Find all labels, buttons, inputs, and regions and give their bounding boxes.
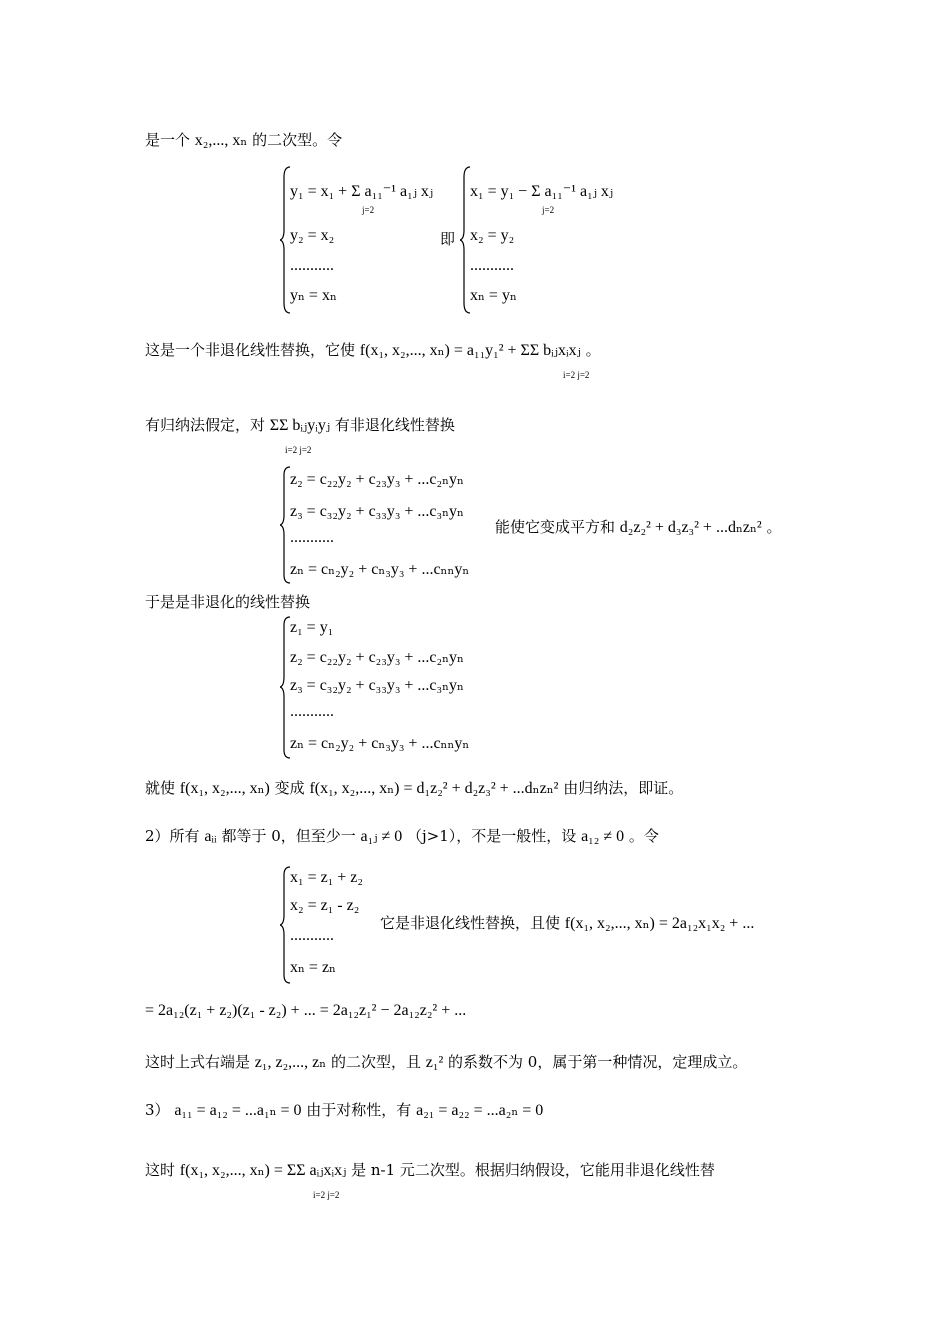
text: 是一个 xyxy=(145,131,191,149)
text-ji: 即 xyxy=(440,230,456,248)
equation-system-4 xyxy=(280,615,500,760)
text: 变成 xyxy=(274,779,305,797)
math-expr: z₁² xyxy=(425,1054,444,1071)
equation-system-1 xyxy=(280,165,460,315)
math-expr: aᵢᵢ xyxy=(204,828,217,845)
equation-system-5 xyxy=(280,865,390,985)
text: 是 n-1 元二次型。根据归纳假设，它能用非退化线性替 xyxy=(351,1161,715,1179)
equation-row: ........... xyxy=(290,257,334,274)
text-line-10 xyxy=(145,1160,715,1181)
text: 能使它变成平方和 xyxy=(495,518,616,536)
equation-row: x₁ = y₁ − Σ a₁₁⁻¹ a₁ⱼ xⱼ xyxy=(470,183,614,200)
equation-row: ........... xyxy=(470,257,514,274)
math-expr: f(x₁, x₂,..., xₙ) = ΣΣ aᵢⱼxᵢxⱼ xyxy=(179,1162,347,1179)
equation-row: yₙ = xₙ xyxy=(290,287,337,304)
equation-row: y₁ = x₁ + Σ a₁₁⁻¹ a₁ⱼ xⱼ xyxy=(290,183,434,200)
math-expr: ΣΣ bᵢⱼyᵢyⱼ xyxy=(269,417,331,434)
sum-limit: i=2 j=2 xyxy=(563,370,590,380)
text-line-sys5 xyxy=(380,912,754,933)
sum-limit: i=2 j=2 xyxy=(313,1190,340,1200)
text: 的二次型，且 xyxy=(330,1053,421,1071)
equation-row: ........... xyxy=(290,927,334,944)
equation-system-3 xyxy=(280,465,500,585)
text: 。 xyxy=(766,518,782,536)
sum-limit: j=2 xyxy=(362,205,375,215)
text: 。令 xyxy=(628,827,659,845)
math-expr: a₂₁ = a₂₂ = ...a₂ₙ = 0 xyxy=(416,1102,544,1119)
math-expr: x₂,..., xₙ xyxy=(194,132,248,149)
math-expr: a₁₂ ≠ 0 xyxy=(581,828,625,845)
equation-row: zₙ = cₙ₂y₂ + cₙ₃y₃ + ...cₙₙyₙ xyxy=(290,561,470,578)
equation-row: z₁ = y₁ xyxy=(290,619,334,636)
equation-row: x₁ = z₁ + z₂ xyxy=(290,869,363,886)
text: 的系数不为 0，属于第一种情况，定理成立。 xyxy=(448,1053,748,1071)
text-line-5 xyxy=(145,778,683,799)
math-expr: f(x₁, x₂,..., xₙ) xyxy=(179,780,270,797)
text-line-8 xyxy=(145,1052,747,1073)
text-line-1 xyxy=(145,130,342,151)
equation-row: y₂ = x₂ xyxy=(290,227,335,244)
text-line-6 xyxy=(145,826,659,847)
text: 。 xyxy=(585,341,601,359)
text: 于是是非退化的线性替换 xyxy=(145,593,311,611)
text-line-3 xyxy=(145,415,455,436)
equation-row: z₃ = c₃₂y₂ + c₃₃y₃ + ...c₃ₙyₙ xyxy=(290,503,464,520)
equation-row: zₙ = cₙ₂y₂ + cₙ₃y₃ + ...cₙₙyₙ xyxy=(290,735,470,752)
equation-row: z₃ = c₃₂y₂ + c₃₃y₃ + ...c₃ₙyₙ xyxy=(290,677,464,694)
text: 这时 xyxy=(145,1161,176,1179)
text-line-7 xyxy=(145,1000,466,1021)
text: 它是非退化线性替换，且使 xyxy=(380,914,561,932)
text: 2）所有 xyxy=(145,827,200,845)
sum-limit: j=2 xyxy=(542,205,555,215)
math-expr: z₁, z₂,..., zₙ xyxy=(254,1054,327,1071)
text: 这是一个非退化线性替换，它使 xyxy=(145,341,356,359)
text: 就使 xyxy=(145,779,176,797)
equation-row: xₙ = yₙ xyxy=(470,287,517,304)
sum-limit: i=2 j=2 xyxy=(285,445,312,455)
equation-row: x₂ = z₁ - z₂ xyxy=(290,897,360,914)
text-line-4 xyxy=(145,592,310,612)
equation-system-2 xyxy=(460,165,640,315)
text-line-9 xyxy=(145,1100,543,1121)
math-expr: a₁₁ = a₁₂ = ...a₁ₙ = 0 xyxy=(174,1102,302,1119)
equation-row: x₂ = y₂ xyxy=(470,227,515,244)
text: 由于对称性，有 xyxy=(306,1101,412,1119)
equation-row: ........... xyxy=(290,703,334,720)
math-expr: = 2a₁₂(z₁ + z₂)(z₁ - z₂) + ... = 2a₁₂z₁² − 2a₁₂z₂² + ... xyxy=(145,1002,467,1019)
math-expr: f(x₁, x₂,..., xₙ) = a₁₁y₁² + ΣΣ bᵢⱼxᵢxⱼ xyxy=(359,342,581,359)
math-expr: f(x₁, x₂,..., xₙ) = d₁z₂² + d₂z₃² + ...dₙzₙ² xyxy=(309,780,559,797)
text: 3） xyxy=(145,1101,170,1119)
text: 由归纳法，即证。 xyxy=(563,779,684,797)
text: 都等于 0，但至少一 xyxy=(221,827,356,845)
text-line-sys3 xyxy=(495,516,782,537)
math-expr: f(x₁, x₂,..., xₙ) = 2a₁₂x₁x₂ + ... xyxy=(564,915,755,932)
equation-row: xₙ = zₙ xyxy=(290,959,336,976)
text: （j>1），不是一般性，设 xyxy=(407,827,577,845)
text: 的二次型。令 xyxy=(252,131,343,149)
text: 这时上式右端是 xyxy=(145,1053,251,1071)
text-line-2 xyxy=(145,340,601,361)
text: 有归纳法假定，对 xyxy=(145,416,266,434)
equation-row: ........... xyxy=(290,529,334,546)
text: 有非退化线性替换 xyxy=(334,416,455,434)
equation-row: z₂ = c₂₂y₂ + c₂₃y₃ + ...c₂ₙyₙ xyxy=(290,471,464,488)
math-expr: d₂z₂² + d₃z₃² + ...dₙzₙ² xyxy=(619,519,762,536)
math-expr: a₁ⱼ ≠ 0 xyxy=(360,828,403,845)
equation-row: z₂ = c₂₂y₂ + c₂₃y₃ + ...c₂ₙyₙ xyxy=(290,649,464,666)
